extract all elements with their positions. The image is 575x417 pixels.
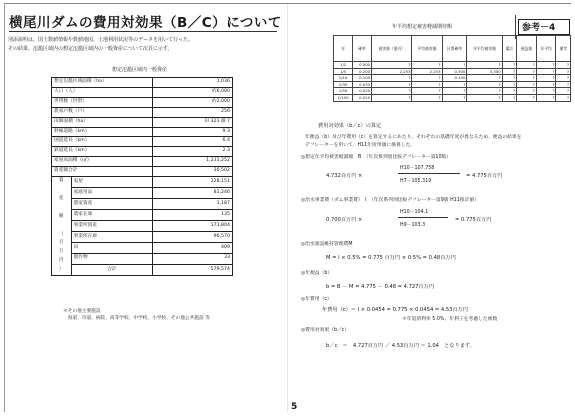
table-cell: ? — [372, 81, 412, 88]
table-row — [52, 97, 233, 107]
row-label: 鉄道延長（km） — [52, 147, 153, 157]
equation-line: 年費用（c）＝ I × 0.0454 = 0.775 × 0.0454 = 4.53百万円 — [322, 307, 468, 313]
table-row — [52, 242, 233, 253]
table-cell: ? — [517, 81, 537, 88]
title-underline — [9, 31, 277, 32]
table-cell: ? — [412, 88, 442, 95]
bc-heading: 費用対効果（b／c）の算定 — [318, 123, 382, 129]
section-heading: ◎年便益（b） — [301, 271, 333, 276]
section-heading: ◎費用対効果（b／c） — [301, 328, 350, 333]
column-header: 確率 — [353, 36, 372, 62]
table-cell: ? — [556, 62, 571, 69]
page-edge-left — [4, 3, 5, 412]
table-row — [334, 94, 571, 101]
row-value: 6.4 — [153, 137, 233, 147]
column-header: 被害額（億円） — [372, 36, 412, 62]
table-row — [52, 188, 233, 199]
table-cell: 0.300 — [442, 68, 467, 75]
intro-line: その結果、氾濫区域内の想定氾濫区域内の一般資産について次頁に示す。 — [8, 45, 173, 52]
table-cell: ? — [536, 94, 556, 101]
table-cell: ? — [442, 88, 467, 95]
table-cell: 2,253 — [372, 68, 412, 75]
table-cell: 0.100 — [353, 75, 372, 82]
column-header: 便益額 — [517, 36, 537, 62]
row-label: 田 — [71, 242, 152, 253]
table-cell: ? — [517, 68, 537, 75]
table-row — [52, 231, 233, 242]
row-label: 農家在庫 — [71, 210, 152, 221]
table-row — [52, 221, 233, 232]
table-row — [52, 253, 233, 264]
table-row — [52, 157, 233, 167]
row-label: 幹線道路（km） — [52, 127, 153, 137]
table-cell: 2,253 — [412, 68, 442, 75]
row-value: 228,151 — [153, 177, 233, 188]
column-header: 累計 — [502, 36, 516, 62]
row-value: 33 — [153, 253, 233, 264]
table-cell: ? — [536, 81, 556, 88]
table-cell: 0.200 — [353, 68, 372, 75]
row-label: 家屋 — [71, 177, 152, 188]
table-cell: ? — [536, 88, 556, 95]
table-cell: ? — [502, 62, 516, 69]
table-cell: ? — [372, 62, 412, 69]
row-label: 農作物 — [71, 253, 152, 264]
column-header: 区間確率 — [442, 36, 467, 62]
table-cell: ? — [502, 94, 516, 101]
fraction-bar — [398, 173, 460, 174]
table-cell: ? — [502, 75, 516, 82]
column-header: 年平均 — [536, 36, 556, 62]
table-cell: 1/50 — [334, 88, 353, 95]
equation-line: b = B － M = 4.775 － 0.48 = 4.727百万円 — [326, 284, 435, 290]
total-value: 579,574 — [153, 264, 233, 275]
row-label: 田畑面積（ha） — [52, 117, 153, 127]
row-value: 田 323 畑 7 — [153, 117, 233, 127]
asset-category-cell — [52, 177, 72, 276]
fraction-bar — [398, 217, 448, 218]
row-label: 人口（人） — [52, 87, 153, 97]
reference-label: 参考－4 — [518, 19, 570, 35]
yearly-table-caption: 年平均想定被害軽減期待額 — [392, 24, 453, 30]
row-value: 約2,000 — [153, 97, 233, 107]
body-line: 年便益（b）及び年費用（c）を算定するにあたり、それぞれの基礎年度が異なるため、便益の結果を — [305, 135, 522, 140]
row-label: 農家資産 — [71, 199, 152, 210]
table-row — [52, 78, 233, 88]
row-value: 96,570 — [153, 231, 233, 242]
table-cell: ? — [467, 75, 502, 82]
row-value: 1,231,252 — [153, 157, 233, 167]
table-cell: ? — [536, 68, 556, 75]
section-heading: ◎治水事業費（ダム事業費） I （年次系列別比較デフレーター第9版 H11推計値） — [301, 198, 479, 203]
table-cell: ? — [517, 94, 537, 101]
table-cell: ? — [517, 62, 537, 69]
table-row — [52, 107, 233, 117]
page-number: 5 — [291, 402, 298, 412]
equation-line: b／c ＝ 4.727百万円 ／ 4.53百万円 ＝ 1.04 となります。 — [326, 343, 475, 349]
table-cell: ? — [556, 68, 571, 75]
category-char: 百 — [59, 240, 64, 246]
table-cell: ? — [467, 81, 502, 88]
table-cell: ? — [467, 88, 502, 95]
table-row — [334, 88, 571, 95]
fraction-denominator: H7－105.319 — [400, 179, 432, 184]
row-value: 2.3 — [153, 147, 233, 157]
column-header: 平均被害額 — [412, 36, 442, 62]
table-cell: ? — [372, 88, 412, 95]
column-header: 年 — [334, 36, 353, 62]
table-cell: ? — [556, 88, 571, 95]
table-cell: 1/100 — [334, 94, 353, 101]
row-value: 81,246 — [153, 188, 233, 199]
table-cell: 1/30 — [334, 81, 353, 88]
table-cell: ? — [442, 62, 467, 69]
category-char: 万 — [59, 249, 64, 255]
page-fold — [287, 4, 288, 412]
table-header-row — [334, 36, 571, 62]
fraction-numerator: H10－107.758 — [400, 166, 435, 171]
row-label: 資産額合計 — [52, 167, 153, 177]
table-cell: 3,300 — [467, 68, 502, 75]
row-label: 想定氾濫区域面積（ha） — [52, 78, 153, 88]
table-cell: ? — [502, 88, 516, 95]
table-row — [52, 87, 233, 97]
table-row — [52, 199, 233, 210]
table-cell: 1/10 — [334, 75, 353, 82]
equation-rhs: = 4.775百万円 — [466, 173, 503, 179]
page-title: 横尾川ダムの費用対効果（B／C）について — [9, 15, 282, 31]
table-row — [52, 177, 233, 188]
table-cell: ? — [556, 81, 571, 88]
row-value: 409 — [153, 242, 233, 253]
table-row — [52, 264, 233, 275]
category-char: 額 — [59, 213, 64, 219]
intro-paragraph — [8, 36, 283, 53]
section-heading: ◎想定年平均被害軽減額 B （年次系列別比較デフレーター第10版） — [301, 155, 452, 160]
table-cell: ? — [556, 75, 571, 82]
table-row — [334, 81, 571, 88]
section-heading: ◎治水施設維持管理費M — [301, 242, 353, 247]
table-cell: 0.100 — [442, 75, 467, 82]
equation-rhs: = 0.775百万円 — [455, 217, 492, 223]
flood-scope-table — [51, 77, 233, 276]
table-cell: 0.020 — [353, 88, 372, 95]
row-value: 約6,000 — [153, 87, 233, 97]
table-cell: ? — [372, 94, 412, 101]
total-label: 合計 — [71, 264, 152, 275]
table-row — [52, 127, 233, 137]
table-cell: ? — [412, 75, 442, 82]
column-header: 年平均被害額 — [467, 36, 502, 62]
category-char: （ — [59, 231, 64, 237]
row-value: 256 — [153, 107, 233, 117]
table-row — [52, 147, 233, 157]
row-value: 30,502 — [153, 167, 233, 177]
table-cell: ? — [517, 88, 537, 95]
row-value: 1,036 — [153, 78, 233, 88]
table-cell: ? — [372, 75, 412, 82]
body-line: デフレーターを用いて、H11年度単価に換算した。 — [305, 143, 416, 148]
table-row — [52, 167, 233, 177]
category-char: 資 — [59, 178, 64, 184]
equation-line: M = I × 0.5% = 0.775 百万円 × 0.5% = 0.48百万円 — [326, 255, 456, 261]
table-cell: ? — [502, 81, 516, 88]
fraction-numerator: H10－104.1 — [400, 210, 429, 215]
table-cell: ? — [556, 94, 571, 101]
category-char: ） — [59, 267, 64, 273]
table-cell: ? — [517, 75, 537, 82]
fraction-denominator: H9－103.3 — [400, 223, 426, 228]
section-heading: ◎年費用（c） — [301, 297, 332, 302]
table-row — [334, 62, 571, 69]
table-row — [52, 117, 233, 127]
row-value: 9.3 — [153, 127, 233, 137]
category-char: 円 — [59, 258, 64, 264]
table-cell: 1/5 — [334, 68, 353, 75]
table-cell: 0.033 — [353, 81, 372, 88]
table-cell: ? — [412, 94, 442, 101]
table-cell: ? — [442, 81, 467, 88]
yearly-damage-table — [333, 35, 571, 102]
table-cell: ? — [467, 62, 502, 69]
scope-table-caption: 想定氾濫区域内一般資産 — [112, 67, 168, 73]
row-label: 事業所在庫 — [71, 231, 152, 242]
row-label: 家屋床面積（㎡） — [52, 157, 153, 167]
row-label: 世帯数（世帯） — [52, 97, 153, 107]
row-label: 国道延長（km） — [52, 137, 153, 147]
row-label: 農家戸数（戸） — [52, 107, 153, 117]
table-row — [334, 68, 571, 75]
table-row — [52, 137, 233, 147]
table-cell: ? — [442, 94, 467, 101]
footnote — [63, 309, 210, 323]
row-value: 1,187 — [153, 199, 233, 210]
table-cell: 1/2 — [334, 62, 353, 69]
column-header: 備考 — [556, 36, 571, 62]
row-value: 171,804 — [153, 221, 233, 232]
equation-note: ＊年返済利率 5.0%、年利子を考慮した係数 — [402, 317, 498, 322]
table-cell: ? — [412, 81, 442, 88]
category-char: 産 — [59, 195, 64, 201]
equation-lhs: 0.700百万円 × — [326, 217, 363, 223]
table-row — [334, 75, 571, 82]
row-value: 135 — [153, 210, 233, 221]
footnote-line: ＊その他主要施設 — [63, 309, 101, 314]
table-cell: 0.010 — [353, 94, 372, 101]
row-label: 事業所資産 — [71, 221, 152, 232]
table-row — [52, 210, 233, 221]
intro-line: 別添説明は、国土数値情報や数値地図、土地利用状況等のデータを用いて行った。 — [8, 37, 194, 43]
table-cell: ? — [502, 68, 516, 75]
table-cell: 0.500 — [353, 62, 372, 69]
table-cell: ? — [536, 62, 556, 69]
table-cell: ? — [536, 75, 556, 82]
table-cell: ? — [412, 62, 442, 69]
equation-lhs: 4.732百万円 × — [326, 173, 363, 179]
footnote-line: 県道、市道、病院、高等学校、中学校、小学校、その他公共施設 等 — [63, 315, 210, 321]
table-cell: ? — [467, 94, 502, 101]
row-label: 家庭用品 — [71, 188, 152, 199]
